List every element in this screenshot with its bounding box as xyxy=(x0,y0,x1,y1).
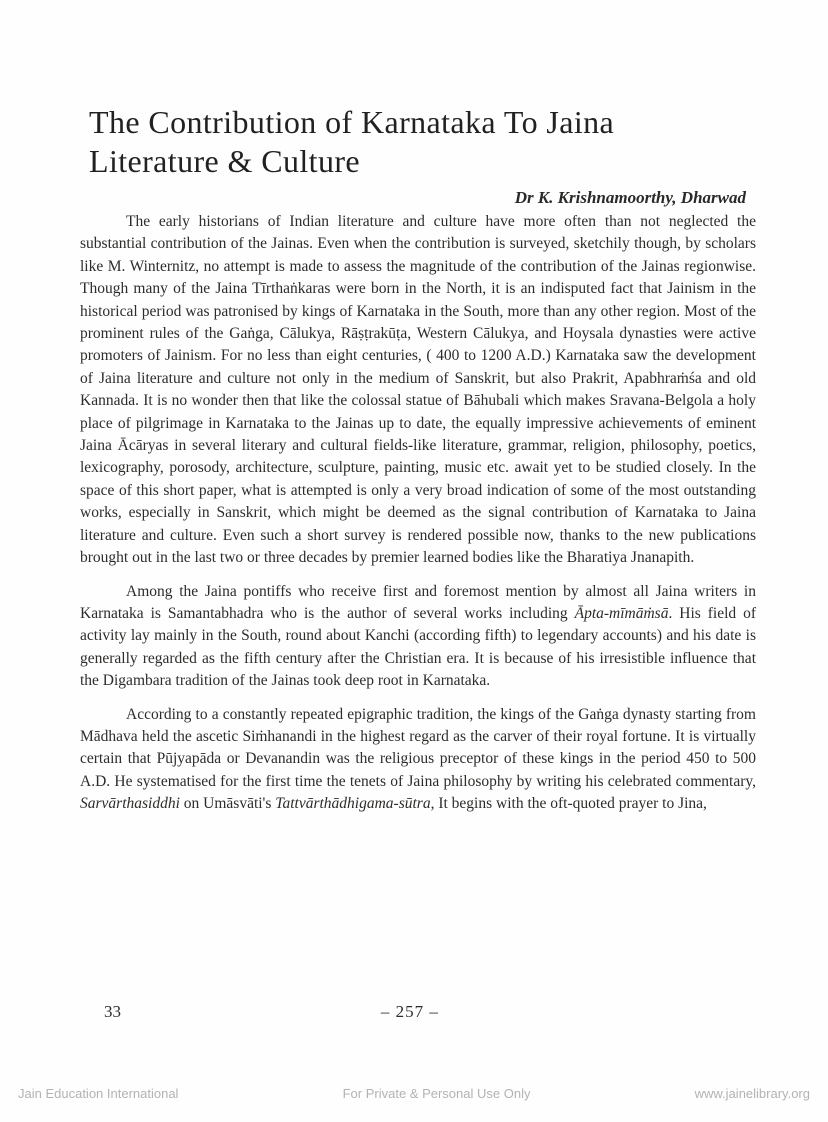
author-byline: Dr K. Krishnamoorthy, Dharwad xyxy=(514,188,746,207)
page-number-row xyxy=(0,1002,828,1026)
article-body xyxy=(80,211,756,816)
paragraph: According to a constantly repeated epigraphic tradition, the kings of the Gaṅga dynasty starting from Mādhava held the ascetic Siṁhanandi in the highest regard as the carver of their royal fortune. It is virtually certain that Pūjyapāda or Devanandin was the religious preceptor of these kings in the period 450 to 500 A.D. He systematised for the first time the tenets of Jaina philosophy by writing his celebrated commentary, Sarvārthasiddhi on Umāsvāti's Tattvārthādhigama-sūtra, It begins with the oft-quoted prayer to Jina, xyxy=(80,705,756,813)
page-number: – 257 – xyxy=(380,1002,439,1021)
scan-footer xyxy=(0,1086,828,1101)
chapter-number: 33 xyxy=(104,1002,121,1021)
paragraph: The early historians of Indian literature and culture have more often than not neglected the substantial contribution of the Jainas. Even when the contribution is surveyed, sketchily though, by scholars like M. Winternitz, no attempt is made to assess the magnitude of the contribution of the Jainas regionwise. Though many of the Jaina Tīrthaṅkaras were born in the North, it is an indisputed fact that Jainism in the historical period was patronised by kings of Karnataka in the South, more than any other region. Most of the prominent rules of the Gaṅga, Cālukya, Rāṣṭrakūṭa, Western Cālukya, and Hoysala dynasties were active promoters of Jainism. For no less than eight centuries, ( 400 to 1200 A.D.) Karnataka saw the development of Jaina literature and culture not only in the medium of Sanskrit, but also Prakrit, Apabhraṁśa and old Kannada. It is no wonder then that like the colossal statue of Bāhubali which makes Sravana-Belgola a holy place of pilgrimage in Karnataka to the Jainas up to date, the equally impressive achievements of eminent Jaina Ācāryas in several literary and cultural fields-like literature, grammar, religion, philosophy, poetics, lexicography, porosody, architecture, sculpture, painting, music etc. await yet to be studied closely. In the space of this short paper, what is attempted is only a very broad indication of some of the most outstanding works, especially in Sanskrit, which might be deemed as the signal contribution of Karnataka to Jaina literature and culture. Even such a short survey is rendered possible now, thanks to the new publications brought out in the last two or three decades by premier learned bodies like the Bharatiya Jnanapith. xyxy=(80,213,756,567)
footer-right-text: www.jainelibrary.org xyxy=(694,1086,810,1101)
title-block xyxy=(89,103,746,208)
paragraph: Among the Jaina pontiffs who receive first and foremost mention by almost all Jaina writers in Karnataka is Samantabhadra who is the author of several works including Āpta-mīmāṁsā. His field of activity lay mainly in the South, round about Kanchi (according fifth) to legendary accounts) and his date is generally regarded as the fifth century after the Christian era. It is because of his irresistible influence that the Digambara tradition of the Jainas took deep root in Karnataka. xyxy=(80,582,756,690)
page-title xyxy=(89,103,746,181)
title-line-1: The Contribution of Karnataka To Jaina xyxy=(89,104,615,140)
footer-left-text: Jain Education International xyxy=(18,1086,179,1101)
title-line-2: Literature & Culture xyxy=(89,143,361,179)
footer-center-text: For Private & Personal Use Only xyxy=(342,1086,531,1101)
